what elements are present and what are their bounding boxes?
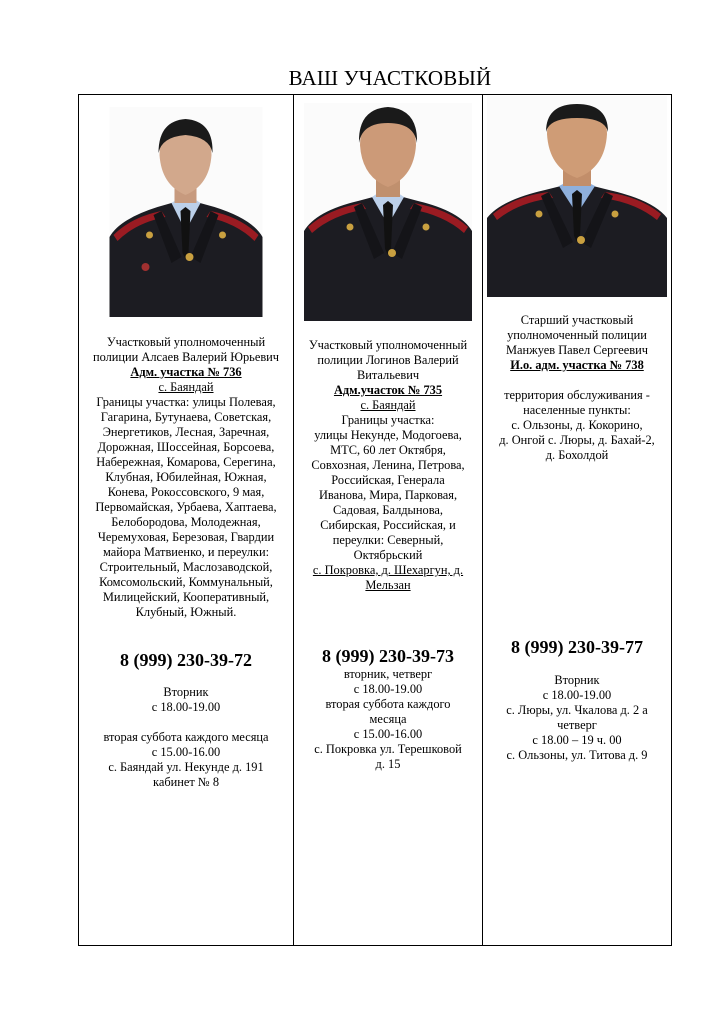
boundary-line: майора Матвиенко, и переулки: bbox=[102, 545, 270, 559]
schedule-line: с 18.00-19.00 bbox=[542, 688, 612, 702]
officer-title-line: Участковый уполномоченный bbox=[308, 338, 468, 352]
area-number: Адм.участок № 735 bbox=[333, 383, 443, 397]
officer-card-735 bbox=[294, 95, 483, 945]
officer-title-line: Участковый уполномоченный bbox=[106, 335, 266, 349]
officer-title-line: Старший участковый bbox=[520, 313, 634, 327]
boundary-line: Российская, Генерала bbox=[331, 473, 445, 487]
boundary-line: Иванова, Мира, Парковая, bbox=[318, 488, 458, 502]
area-number: И.о. адм. участка № 738 bbox=[510, 358, 644, 372]
officer-title-line: Витальевич bbox=[356, 368, 420, 382]
boundary-line: Границы участка: улицы Полевая, bbox=[96, 395, 276, 409]
schedule-line: месяца bbox=[369, 712, 407, 726]
officer-card-736 bbox=[79, 95, 294, 945]
officers-table bbox=[78, 94, 672, 946]
address-line: с. Ользоны, ул. Титова д. 9 bbox=[506, 748, 648, 762]
boundary-line: Гагарина, Бутунаева, Советская, bbox=[100, 410, 272, 424]
address-line: д. 15 bbox=[375, 757, 401, 771]
boundary-line: Клубная, Юбилейная, Южная, bbox=[105, 470, 267, 484]
schedule-line: четверг bbox=[557, 718, 597, 732]
territory-line: населенные пункты: bbox=[523, 403, 631, 417]
boundary-line: Строительный, Маслозаводской, bbox=[99, 560, 273, 574]
boundary-line: Милицейский, Кооперативный, bbox=[102, 590, 270, 604]
office-line: кабинет № 8 bbox=[152, 775, 220, 789]
territory-line: с. Ользоны, д. Кокорино, bbox=[511, 418, 643, 432]
address-line: с. Покровка ул. Терешковой bbox=[314, 742, 462, 756]
schedule-line: вторая суббота каждого месяца bbox=[103, 730, 269, 744]
schedule-line: с 15.00-16.00 bbox=[353, 727, 423, 741]
officer-title-line: Манжуев Павел Сергеевич bbox=[506, 343, 648, 357]
boundary-line: Комсомольский, Коммунальный, bbox=[99, 575, 273, 589]
officer-card-738 bbox=[483, 95, 671, 945]
boundary-line: Клубный, Южный. bbox=[135, 605, 237, 619]
boundary-line: Конева, Рокоссовского, 9 мая, bbox=[107, 485, 265, 499]
address-line: с. Люры, ул. Чкалова д. 2 а bbox=[506, 703, 648, 717]
officer-title-line: полиции Алсаев Валерий Юрьевич bbox=[92, 350, 280, 364]
officer-title-line: уполномоченный полиции bbox=[507, 328, 647, 342]
village-name: с. Баяндай bbox=[158, 380, 214, 394]
schedule-line: с 15.00-16.00 bbox=[151, 745, 221, 759]
schedule-line: Вторник bbox=[554, 673, 600, 687]
schedule-line: с 18.00-19.00 bbox=[353, 682, 423, 696]
officer-photo bbox=[110, 107, 263, 317]
boundary-line: Энергетиков, Лесная, Заречная, bbox=[102, 425, 270, 439]
boundary-line: МТС, 60 лет Октября, bbox=[330, 443, 446, 457]
boundary-line: Границы участка: bbox=[341, 413, 435, 427]
boundary-line: улицы Некунде, Модогоева, bbox=[314, 428, 462, 442]
officer-photo bbox=[487, 96, 667, 297]
territory-line: территория обслуживания - bbox=[504, 388, 650, 402]
boundary-line: переулки: Северный, bbox=[332, 533, 444, 547]
territory-line: д. Бохолдой bbox=[545, 448, 609, 462]
settlements-line: с. Покровка, д. Шехаргун, д. bbox=[312, 563, 464, 577]
area-number: Адм. участка № 736 bbox=[130, 365, 242, 379]
officer-title-line: полиции Логинов Валерий bbox=[317, 353, 459, 367]
phone-number: 8 (999) 230-39-72 bbox=[120, 650, 252, 670]
address-line: с. Баяндай ул. Некунде д. 191 bbox=[108, 760, 264, 774]
boundary-line: Октябрьский bbox=[353, 548, 423, 562]
schedule-line: вторник, четверг bbox=[343, 667, 433, 681]
officer-photo bbox=[304, 103, 472, 321]
boundary-line: Дорожная, Шоссейная, Борсоева, bbox=[97, 440, 275, 454]
boundary-line: Набережная, Комарова, Серегина, bbox=[96, 455, 276, 469]
settlements-line: Мельзан bbox=[365, 578, 411, 592]
boundary-line: Сибирская, Российская, и bbox=[320, 518, 456, 532]
boundary-line: Первомайская, Урбаева, Хаптаева, bbox=[95, 500, 277, 514]
boundary-line: Белобородова, Молодежная, bbox=[111, 515, 261, 529]
phone-number: 8 (999) 230-39-77 bbox=[511, 637, 643, 657]
schedule-line: с 18.00 – 19 ч. 00 bbox=[532, 733, 622, 747]
boundary-line: Садовая, Балдынова, bbox=[333, 503, 443, 517]
phone-number: 8 (999) 230-39-73 bbox=[322, 646, 454, 666]
schedule-line: вторая суббота каждого bbox=[325, 697, 451, 711]
schedule-line: Вторник bbox=[163, 685, 209, 699]
boundary-line: Черемуховая, Березовая, Гвардии bbox=[97, 530, 275, 544]
territory-line: д. Онгой с. Люры, д. Бахай-2, bbox=[499, 433, 655, 447]
page-title: ВАШ УЧАСТКОВЫЙ bbox=[288, 66, 492, 90]
village-name: с. Баяндай bbox=[360, 398, 416, 412]
boundary-line: Совхозная, Ленина, Петрова, bbox=[311, 458, 465, 472]
schedule-line: с 18.00-19.00 bbox=[151, 700, 221, 714]
